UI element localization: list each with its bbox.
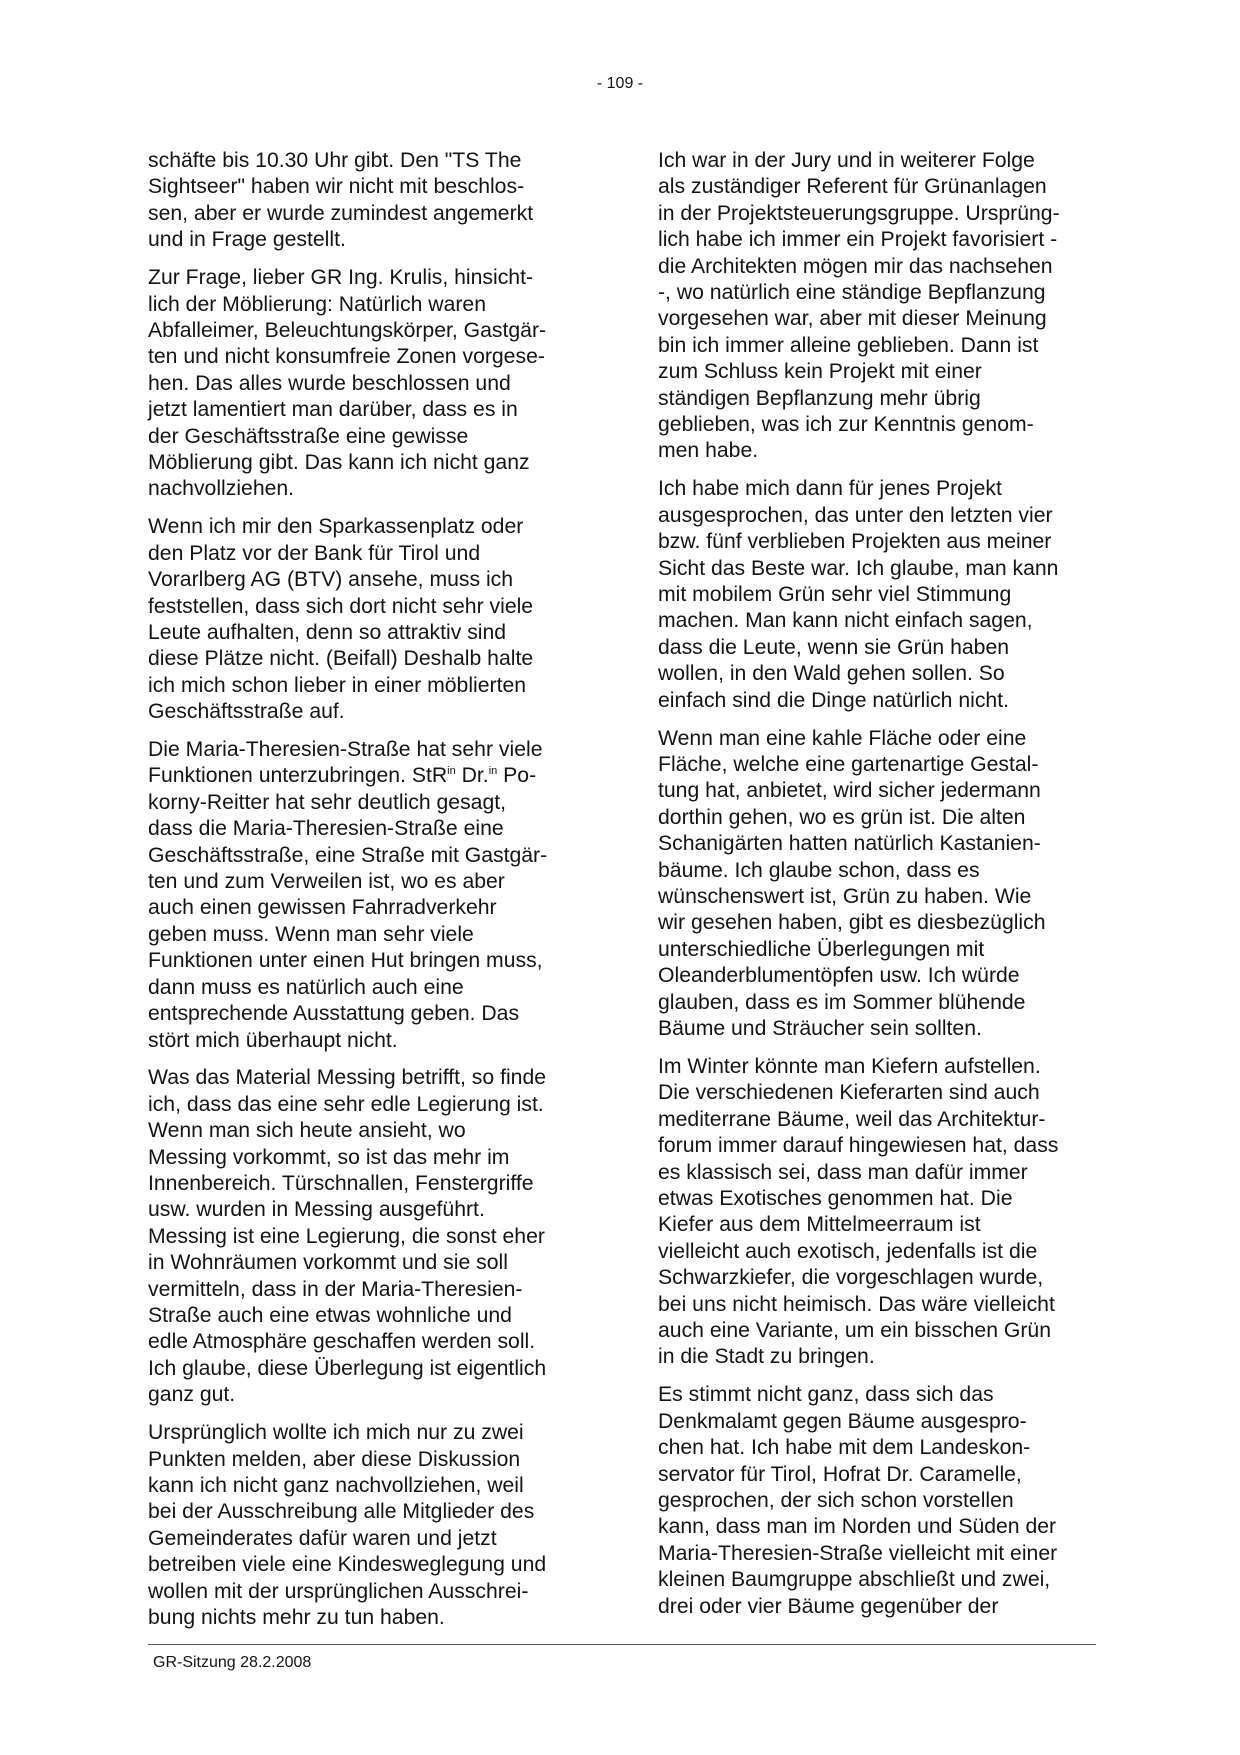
paragraph xyxy=(658,1382,1098,1620)
text-line: Ich glaube, diese Überlegung ist eigentlich xyxy=(148,1356,547,1380)
text-line: Möblierung gibt. Das kann ich nicht ganz xyxy=(148,450,530,474)
text-line: usw. wurden in Messing ausgeführt. xyxy=(148,1198,485,1222)
text-line: Wenn man eine kahle Fläche oder eine xyxy=(658,726,1027,750)
text-line: es klassisch sei, dass man dafür immer xyxy=(658,1160,1028,1184)
text-line: Denkmalamt gegen Bäume ausgespro- xyxy=(658,1409,1027,1433)
text-line xyxy=(148,763,588,789)
page-number: - 109 - xyxy=(596,75,644,92)
text-line: Sicht das Beste war. Ich glaube, man kann xyxy=(658,556,1059,580)
text-line: den Platz vor der Bank für Tirol und xyxy=(148,541,481,565)
text-line: mit mobilem Grün sehr viel Stimmung xyxy=(658,583,1012,606)
text-line: dorthin gehen, wo es grün ist. Die alten xyxy=(658,805,1026,829)
text-line: Schanigärten hatten natürlich Kastanien- xyxy=(658,832,1041,856)
text-line: Messing vorkommt, so ist das mehr im xyxy=(148,1145,510,1169)
text-line: jetzt lamentiert man darüber, dass es in xyxy=(148,398,518,422)
text-line: Geschäftsstraße auf. xyxy=(148,700,345,724)
paragraph xyxy=(148,514,588,725)
text-line: Wenn man sich heute ansieht, wo xyxy=(148,1119,466,1143)
text-line: kann, dass man im Norden und Süden der xyxy=(658,1515,1057,1539)
text-line: geblieben, was ich zur Kenntnis genom- xyxy=(658,413,1034,437)
text-line: vorgesehen war, aber mit dieser Meinung xyxy=(658,307,1047,331)
text-line: dass die Leute, wenn sie Grün haben xyxy=(658,635,1010,659)
text-line: Geschäftsstraße, eine Straße mit Gastgär- xyxy=(148,843,548,867)
text-line: bin ich immer alleine geblieben. Dann ist xyxy=(658,333,1039,357)
text-line: geben muss. Wenn man sehr viele xyxy=(148,922,474,946)
text-line: dass die Maria-Theresien-Straße eine xyxy=(148,817,504,841)
text-line: ten und nicht konsumfreie Zonen vorgese- xyxy=(148,345,545,369)
superscript: in xyxy=(447,765,456,778)
text-line: korny-Reitter hat sehr deutlich gesagt, xyxy=(148,790,507,814)
text-line: forum immer darauf hingewiesen hat, dass xyxy=(658,1134,1059,1158)
paragraph xyxy=(148,1065,588,1408)
text-line: Funktionen unter einen Hut bringen muss, xyxy=(148,949,543,973)
text-line: als zuständiger Referent für Grünanlagen xyxy=(658,175,1047,199)
text-line: Im Winter könnte man Kiefern aufstellen. xyxy=(658,1054,1041,1078)
text-line: men habe. xyxy=(658,439,759,463)
text-line: Abfalleimer, Beleuchtungskörper, Gastgär- xyxy=(148,318,547,342)
text-line: Innenbereich. Türschnallen, Fenstergriffe xyxy=(148,1172,534,1196)
text-line: stört mich überhaupt nicht. xyxy=(148,1028,398,1052)
text-line: Sightseer" haben wir nicht mit beschlos- xyxy=(148,175,525,199)
text-line: Wenn ich mir den Sparkassenplatz oder xyxy=(148,515,524,539)
text-line: und in Frage gestellt. xyxy=(148,228,346,252)
paragraph xyxy=(148,737,588,1054)
text-line: Zur Frage, lieber GR Ing. Krulis, hinsicht- xyxy=(148,266,534,290)
text-line: ausgesprochen, das unter den letzten vier xyxy=(658,503,1053,527)
text-line: zum Schluss kein Projekt mit einer xyxy=(658,360,982,384)
paragraph xyxy=(148,1420,588,1631)
text-line: kann ich nicht ganz nachvollziehen, weil xyxy=(148,1474,524,1497)
text-line: nachvollziehen. xyxy=(148,477,295,501)
text-line: servator für Tirol, Hofrat Dr. Caramelle, xyxy=(658,1462,1022,1486)
text-line: tung hat, anbietet, wird sicher jedermann xyxy=(658,779,1041,803)
footer-session-date: GR-Sitzung 28.2.2008 xyxy=(153,1654,312,1671)
text-line: ten und zum Verweilen ist, wo es aber xyxy=(148,870,505,894)
text-line: in der Projektsteuerungsgruppe. Ursprüng- xyxy=(658,201,1060,225)
text-line: wünschenswert ist, Grün zu haben. Wie xyxy=(658,884,1032,908)
text-line: Bäume und Sträucher sein sollten. xyxy=(658,1017,982,1040)
text-line: Ich habe mich dann für jenes Projekt xyxy=(658,477,1002,501)
text-line: diese Plätze nicht. (Beifall) Deshalb halte xyxy=(148,647,534,671)
text-line: sen, aber er wurde zumindest angemerkt xyxy=(148,201,534,225)
text-line: Gemeinderates dafür waren und jetzt xyxy=(148,1526,497,1550)
text-line: chen hat. Ich habe mit dem Landeskon- xyxy=(658,1436,1031,1460)
text-line: -, wo natürlich eine ständige Bepflanzung xyxy=(658,281,1046,305)
text-line: lich der Möblierung: Natürlich waren xyxy=(148,292,486,316)
text-fragment: Funktionen unterzubringen. StR xyxy=(148,764,448,788)
left-column xyxy=(148,148,588,1643)
text-line: gesprochen, der sich schon vorstellen xyxy=(658,1488,1014,1512)
text-line: Straße auch eine etwas wohnliche und xyxy=(148,1304,512,1328)
text-line: bei uns nicht heimisch. Das wäre vielleicht xyxy=(658,1292,1055,1316)
text-line: Ich war in der Jury und in weiterer Folge xyxy=(658,149,1035,172)
text-line: auch einen gewissen Fahrradverkehr xyxy=(148,896,497,920)
text-line: Ursprünglich wollte ich mich nur zu zwei xyxy=(148,1421,524,1445)
text-line: ganz gut. xyxy=(148,1383,236,1407)
text-line: hen. Das alles wurde beschlossen und xyxy=(148,371,511,395)
text-line: etwas Exotisches genommen hat. Die xyxy=(658,1186,1013,1210)
text-line: mediterrane Bäume, weil das Architektur- xyxy=(658,1107,1046,1131)
text-line: Die Maria-Theresien-Straße hat sehr viele xyxy=(148,738,543,762)
text-line: auch eine Variante, um ein bisschen Grün xyxy=(658,1318,1051,1342)
text-fragment: Dr. xyxy=(455,764,489,788)
text-line: bzw. fünf verblieben Projekten aus meiner xyxy=(658,530,1052,554)
text-line: bäume. Ich glaube schon, dass es xyxy=(658,858,980,882)
paragraph xyxy=(658,476,1098,714)
text-line: in die Stadt zu bringen. xyxy=(658,1345,875,1369)
text-line: der Geschäftsstraße eine gewisse xyxy=(148,424,469,448)
text-line: Oleanderblumentöpfen usw. Ich würde xyxy=(658,964,1020,988)
text-line: vermitteln, dass in der Maria-Theresien- xyxy=(148,1277,523,1301)
text-line: feststellen, dass sich dort nicht sehr viele xyxy=(148,594,534,618)
paragraph xyxy=(658,726,1098,1043)
text-line: ich, dass das eine sehr edle Legierung ist. xyxy=(148,1092,544,1116)
text-fragment: Po- xyxy=(497,764,537,788)
text-line: Was das Material Messing betrifft, so finde xyxy=(148,1066,547,1090)
text-line: schäfte bis 10.30 Uhr gibt. Den "TS The xyxy=(148,149,522,172)
text-line: Fläche, welche eine gartenartige Gestal- xyxy=(658,752,1039,776)
paragraph xyxy=(148,148,588,254)
text-line: lich habe ich immer ein Projekt favorisiert - xyxy=(658,228,1058,252)
text-line: Schwarzkiefer, die vorgeschlagen wurde, xyxy=(658,1266,1044,1290)
text-line: edle Atmosphäre geschaffen werden soll. xyxy=(148,1330,536,1354)
paragraph xyxy=(148,265,588,503)
text-line: glauben, dass es im Sommer blühende xyxy=(658,990,1026,1014)
text-line: ich mich schon lieber in einer möblierten xyxy=(148,673,527,697)
text-line: kleinen Baumgruppe abschließt und zwei, xyxy=(658,1568,1051,1592)
text-line: dann muss es natürlich auch eine xyxy=(148,975,464,999)
text-line: drei oder vier Bäume gegenüber der xyxy=(658,1594,999,1618)
text-line: wollen mit der ursprünglichen Ausschrei- xyxy=(148,1579,529,1603)
text-line: betreiben viele eine Kindesweglegung und xyxy=(148,1553,547,1577)
text-line: bung nichts mehr zu tun haben. xyxy=(148,1606,445,1630)
text-line: ständigen Bepflanzung mehr übrig xyxy=(658,386,981,410)
text-line: die Architekten mögen mir das nachsehen xyxy=(658,254,1053,278)
text-line: wollen, in den Wald gehen sollen. So xyxy=(658,662,1005,686)
text-line: vielleicht auch exotisch, jedenfalls ist die xyxy=(658,1239,1038,1263)
text-line: Maria-Theresien-Straße vielleicht mit einer xyxy=(658,1541,1058,1565)
text-line: Die verschiedenen Kieferarten sind auch xyxy=(658,1081,1040,1105)
superscript: in xyxy=(488,765,498,778)
text-line: entsprechende Ausstattung geben. Das xyxy=(148,1002,520,1026)
text-line: Vorarlberg AG (BTV) ansehe, muss ich xyxy=(148,568,514,592)
text-line: Punkten melden, aber diese Diskussion xyxy=(148,1447,521,1471)
text-line: Kiefer aus dem Mittelmeerraum ist xyxy=(658,1213,981,1237)
text-line: Messing ist eine Legierung, die sonst eher xyxy=(148,1224,545,1248)
text-line: einfach sind die Dinge natürlich nicht. xyxy=(658,688,1009,712)
right-column xyxy=(658,148,1098,1631)
text-line: in Wohnräumen vorkommt und sie soll xyxy=(148,1251,508,1275)
paragraph xyxy=(658,148,1098,465)
paragraph xyxy=(658,1054,1098,1371)
text-line: bei der Ausschreibung alle Mitglieder des xyxy=(148,1500,535,1524)
footer-divider xyxy=(148,1644,1096,1645)
text-line: Es stimmt nicht ganz, dass sich das xyxy=(658,1383,994,1407)
text-line: Leute aufhalten, denn so attraktiv sind xyxy=(148,620,507,644)
text-line: unterschiedliche Überlegungen mit xyxy=(658,937,985,961)
text-line: machen. Man kann nicht einfach sagen, xyxy=(658,609,1033,633)
text-line: wir gesehen haben, gibt es diesbezüglich xyxy=(658,911,1046,935)
